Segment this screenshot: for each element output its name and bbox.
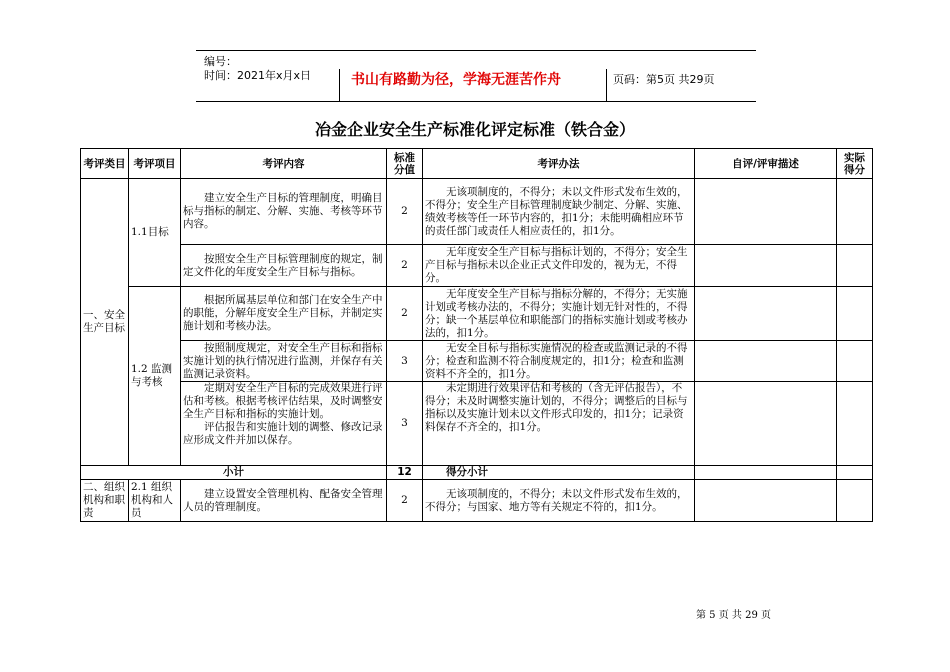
header-cell: 自评/评审描述 [695, 149, 837, 179]
category-cell: 一、安全生产目标 [81, 179, 129, 466]
table-row [81, 179, 873, 245]
item-cell: 2.1 组织机构和人员 [129, 480, 181, 522]
header-cell: 考评类目 [81, 149, 129, 179]
self-eval-cell [695, 245, 837, 287]
content-paragraph: 定期对安全生产目标的完成效果进行评估和考核。根据考核评估结果，及时调整安全生产目标和指标的实施计划。 [183, 382, 383, 420]
subtotal-label: 小计 [81, 466, 387, 480]
self-eval-cell [695, 480, 837, 522]
item-cell: 1.2 监测与考核 [129, 287, 181, 466]
score-subtotal-label: 得分小计 [423, 466, 695, 480]
content-cell: 建立设置安全管理机构、配备安全管理人员的管理制度。 [181, 480, 387, 522]
self-eval-cell [695, 466, 837, 480]
table-row [81, 382, 873, 466]
table-row [81, 480, 873, 522]
actual-score-cell [837, 480, 873, 522]
content-cell: 根据所属基层单位和部门在安全生产中的职能，分解年度安全生产目标，并制定实施计划和考核办法。 [181, 287, 387, 341]
page-footer: 第 5 页 共 29 页 [696, 610, 771, 621]
actual-score-cell [837, 382, 873, 466]
score-cell: 3 [387, 382, 423, 466]
content-paragraph: 评估报告和实施计划的调整、修改记录应形成文件并加以保存。 [183, 421, 383, 446]
header-cell: 考评项目 [129, 149, 181, 179]
self-eval-cell [695, 382, 837, 466]
time-label: 时间：2021年x月x日 [204, 69, 312, 82]
page-header [196, 50, 756, 102]
content-cell: 按照制度规定，对安全生产目标和指标实施计划的执行情况进行监测，并保存有关监测记录资料。 [181, 341, 387, 382]
method-cell: 无该项制度的，不得分；未以文件形式发布生效的，不得分；与国家、地方等有关规定不符的，扣1分。 [423, 480, 695, 522]
method-cell: 无安全目标与指标实施情况的检查或监测记录的不得分；检查和监测不符合制度规定的，扣1分；检查和监测资料不齐全的，扣1分。 [423, 341, 695, 382]
content-cell [181, 382, 387, 466]
header-cell: 考评内容 [181, 149, 387, 179]
score-cell: 2 [387, 287, 423, 341]
table-header-row [81, 149, 873, 179]
method-cell: 无年度安全生产目标与指标分解的，不得分；无实施计划或考核办法的，不得分；实施计划无针对性的，不得分；缺一个基层单位和职能部门的指标实施计划或考核办法的，扣1分。 [423, 287, 695, 341]
method-cell: 未定期进行效果评估和考核的（含无评估报告），不得分；未及时调整实施计划的，不得分；调整后的目标与指标以及实施计划未以文件形式印发的，扣1分；记录资料保存不齐全的，扣1分。 [423, 382, 695, 466]
header-cell: 标准分值 [387, 149, 423, 179]
method-cell: 无该项制度的，不得分；未以文件形式发布生效的，不得分；安全生产目标管理制度缺少制定、分解、实施、绩效考核等任一环节内容的，扣1分；未能明确相应环节的责任部门或责任人相应责任的，扣1分。 [423, 179, 695, 245]
actual-score-cell [837, 341, 873, 382]
actual-score-cell [837, 466, 873, 480]
header-motto: 书山有路勤为径，学海无涯苦作舟 [351, 72, 561, 88]
self-eval-cell [695, 179, 837, 245]
header-cell: 考评办法 [423, 149, 695, 179]
score-cell: 2 [387, 179, 423, 245]
content-cell: 按照安全生产目标管理制度的规定，制定文件化的年度安全生产目标与指标。 [181, 245, 387, 287]
table-row [81, 287, 873, 341]
content-cell: 建立安全生产目标的管理制度，明确目标与指标的制定、分解、实施、考核等环节内容。 [181, 179, 387, 245]
subtotal-value: 12 [387, 466, 423, 480]
table-row [81, 245, 873, 287]
self-eval-cell [695, 341, 837, 382]
self-eval-cell [695, 287, 837, 341]
actual-score-cell [837, 287, 873, 341]
score-cell: 3 [387, 341, 423, 382]
document-title: 冶金企业安全生产标准化评定标准（铁合金） [314, 120, 635, 139]
header-cell: 实际得分 [837, 149, 873, 179]
item-cell: 1.1目标 [129, 179, 181, 287]
actual-score-cell [837, 245, 873, 287]
category-cell: 二、组织机构和职责 [81, 480, 129, 522]
header-page-info: 页码：第5页 共29页 [613, 73, 715, 86]
number-label: 编号： [204, 55, 237, 68]
table-row [81, 341, 873, 382]
score-cell: 2 [387, 480, 423, 522]
header-divider [606, 69, 607, 101]
score-cell: 2 [387, 245, 423, 287]
evaluation-table [80, 148, 873, 522]
header-divider [339, 69, 340, 101]
method-cell: 无年度安全生产目标与指标计划的，不得分；安全生产目标与指标未以企业正式文件印发的，视为无，不得分。 [423, 245, 695, 287]
subtotal-row [81, 466, 873, 480]
actual-score-cell [837, 179, 873, 245]
header-meta [204, 55, 311, 83]
